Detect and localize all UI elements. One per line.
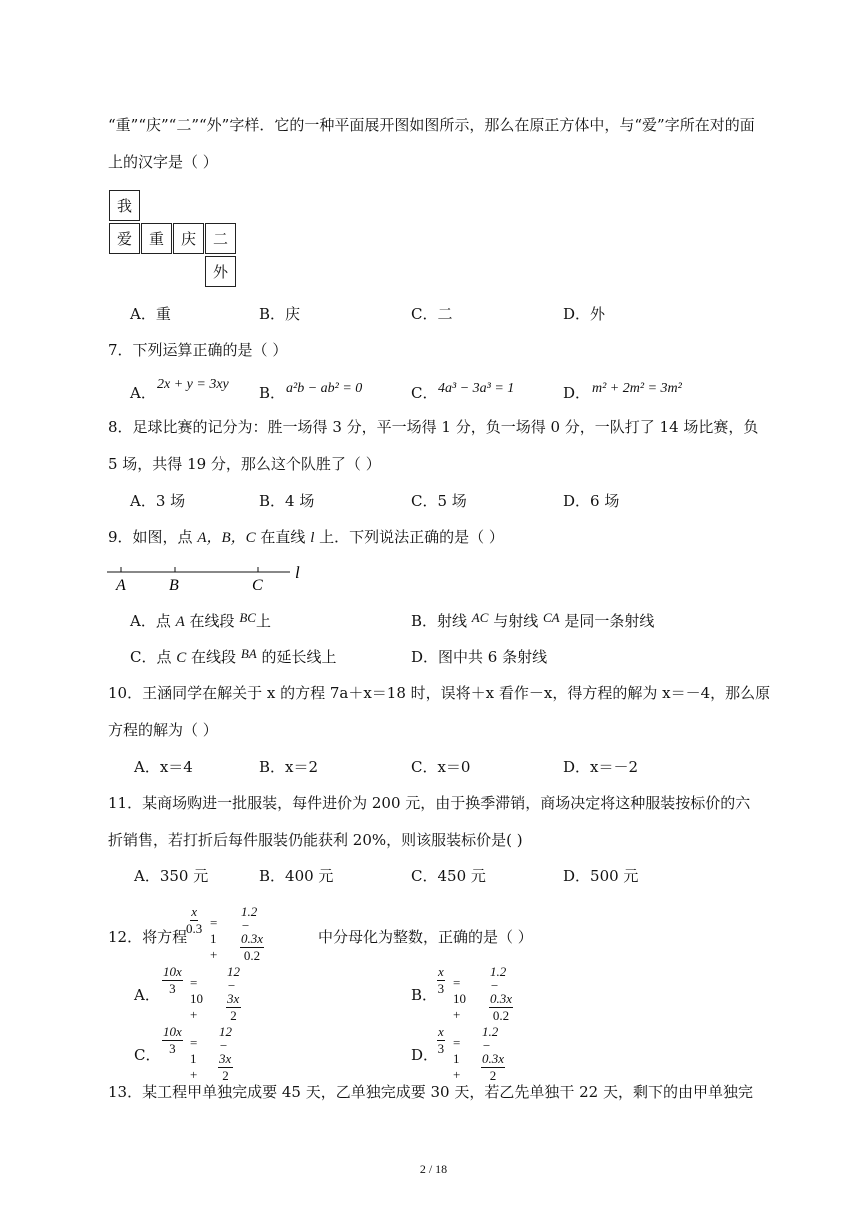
q9-c-post: 的延长线上 xyxy=(256,648,337,666)
cube-net-figure xyxy=(109,190,239,288)
q12-c-mid: = 1 + xyxy=(190,1035,198,1082)
q13-line1: 13．某工程甲单独完成要 45 天，乙单独完成要 30 天，若乙先单独干 22 天，剩下的由甲单独完 xyxy=(108,1083,753,1101)
q9-a-segment: BC xyxy=(239,610,256,625)
point-b-label: B xyxy=(169,577,179,594)
q12-b-frac1: $\frac{x}{3}$ xyxy=(437,964,445,996)
q8-option-d[interactable]: D．6 场 xyxy=(563,492,620,510)
q8-line2: 5 场，共得 19 分，那么这个队胜了（ ） xyxy=(108,455,381,473)
q11-option-a[interactable]: A．350 元 xyxy=(134,867,209,885)
q9-stem-line: l xyxy=(310,530,315,546)
q9-a-point: A xyxy=(175,614,185,630)
line-l-label: l xyxy=(295,563,300,582)
q9-b-pre: B．射线 xyxy=(411,612,472,630)
net-cell-ai: 爱 xyxy=(109,223,140,254)
q8-line1: 8．足球比赛的记分为：胜一场得 3 分，平一场得 1 分，负一场得 0 分，一队打了 14 场比赛，负 xyxy=(108,418,759,436)
net-cell-wai: 外 xyxy=(205,256,236,287)
q10-option-c[interactable]: C．x＝0 xyxy=(411,758,471,776)
q9-a-mid: 在线段 xyxy=(184,612,240,630)
q9-line-figure xyxy=(105,560,315,594)
q9-option-d[interactable]: D．图中共 6 条射线 xyxy=(411,648,548,666)
point-c-label: C xyxy=(252,577,263,594)
q9-stem xyxy=(108,530,504,546)
q6-option-b[interactable]: B．庆 xyxy=(259,305,301,323)
q7-expr-c: 4a³ − 3a³ = 1 xyxy=(438,381,515,396)
q12-a-frac2: $\frac{12 - 3x}{2}$ xyxy=(227,964,240,1023)
q12-c-frac2: $\frac{12 - 3x}{2}$ xyxy=(219,1024,232,1083)
q12-b-frac2: $\frac{1.2 - 0.3x}{0.2}$ xyxy=(490,964,513,1023)
q12-stem-pre: 12．将方程 xyxy=(108,928,188,946)
net-cell-qing: 庆 xyxy=(173,223,204,254)
q9-stem-mid: 在直线 xyxy=(255,528,311,546)
q12-label-d[interactable]: D． xyxy=(411,1046,439,1064)
q12-label-b[interactable]: B． xyxy=(411,986,438,1004)
q11-line1: 11．某商场购进一批服装，每件进价为 200 元，由于换季滞销，商场决定将这种服装按标价的六 xyxy=(108,794,751,812)
q12-d-mid: = 1 + xyxy=(453,1035,461,1082)
q7-label-b[interactable]: B． xyxy=(259,384,286,402)
q9-c-mid: 在线段 xyxy=(186,648,241,666)
q7-expr-a: 2x + y = 3xy xyxy=(157,377,229,392)
q10-option-b[interactable]: B．x＝2 xyxy=(259,758,319,776)
q11-option-d[interactable]: D．500 元 xyxy=(563,867,639,885)
q9-b-ray2: CA xyxy=(542,610,560,625)
q8-option-b[interactable]: B．4 场 xyxy=(259,492,315,510)
q9-option-c[interactable] xyxy=(130,646,337,666)
q9-b-ray1: AC xyxy=(471,610,489,625)
q7-label-d[interactable]: D． xyxy=(563,384,591,402)
q6-line1: “重”“庆”“二”“外”字样．它的一种平面展开图如图所示，那么在原正方体中，与“爱”字所在对的面 xyxy=(108,116,755,134)
q9-a-post: 上 xyxy=(255,612,271,630)
q9-c-segment: BA xyxy=(240,646,257,661)
q11-option-b[interactable]: B．400 元 xyxy=(259,867,334,885)
q9-stem-post: 上．下列说法正确的是（ ） xyxy=(314,528,504,546)
q9-c-pre: C．点 xyxy=(130,648,177,666)
q12-label-a[interactable]: A． xyxy=(134,986,160,1004)
q10-line1: 10．王涵同学在解关于 x 的方程 7a＋x＝18 时，误将＋x 看作－x，得方程的解为 x＝－4，那么原 xyxy=(108,684,771,702)
q11-option-c[interactable]: C．450 元 xyxy=(411,867,486,885)
q8-option-c[interactable]: C．5 场 xyxy=(411,492,467,510)
q9-stem-points: A，B，C xyxy=(197,530,256,546)
q12-d-frac1: $\frac{x}{3}$ xyxy=(437,1024,445,1056)
q6-line2: 上的汉字是（ ） xyxy=(108,153,218,171)
net-cell-er: 二 xyxy=(205,223,236,254)
q12-eq-mid: = 1 + xyxy=(210,915,218,962)
q9-option-a[interactable] xyxy=(130,610,271,630)
q9-a-pre: A．点 xyxy=(130,612,176,630)
q7-expr-d: m² + 2m² = 3m² xyxy=(592,381,682,396)
page-number: 2 / 18 xyxy=(419,1162,448,1176)
q12-a-frac1: $\frac{10x}{3}$ xyxy=(163,964,182,996)
q11-line2: 折销售，若打折后每件服装仍能获利 20%，则该服装标价是( ) xyxy=(108,831,523,849)
q12-c-frac1: $\frac{10x}{3}$ xyxy=(163,1024,182,1056)
q12-b-mid: = 10 + xyxy=(453,975,466,1022)
q12-eq-frac1: $\frac{x}{0.3}$ xyxy=(186,904,203,936)
q9-stem-pre: 9．如图，点 xyxy=(108,528,198,546)
q12-stem-post: 中分母化为整数，正确的是（ ） xyxy=(318,928,533,946)
net-cell-zhong: 重 xyxy=(141,223,172,254)
q10-option-d[interactable]: D．x＝－2 xyxy=(563,758,639,776)
q12-label-c[interactable]: C． xyxy=(134,1046,161,1064)
q6-option-d[interactable]: D．外 xyxy=(563,305,606,323)
q7-expr-b: a²b − ab² = 0 xyxy=(286,381,363,396)
q7-stem: 7．下列运算正确的是（ ） xyxy=(108,341,288,359)
q7-label-c[interactable]: C． xyxy=(411,384,438,402)
q6-option-c[interactable]: C．二 xyxy=(411,305,453,323)
q9-b-post: 是同一条射线 xyxy=(559,612,655,630)
q10-option-a[interactable]: A．x＝4 xyxy=(134,758,193,776)
q10-line2: 方程的解为（ ） xyxy=(108,721,218,739)
net-cell-wo: 我 xyxy=(109,190,140,221)
q8-option-a[interactable]: A．3 场 xyxy=(130,492,186,510)
q6-option-a[interactable]: A．重 xyxy=(130,305,171,323)
q9-b-mid: 与射线 xyxy=(488,612,543,630)
q12-a-mid: = 10 + xyxy=(190,975,203,1022)
q7-label-a[interactable]: A． xyxy=(130,384,156,402)
q9-c-point: C xyxy=(176,650,187,666)
q12-eq-frac2: $\frac{1.2 - 0.3x}{0.2}$ xyxy=(241,904,264,963)
q12-d-frac2: $\frac{1.2 - 0.3x}{2}$ xyxy=(482,1024,505,1083)
q9-option-b[interactable] xyxy=(411,610,655,630)
point-a-label: A xyxy=(116,577,126,594)
